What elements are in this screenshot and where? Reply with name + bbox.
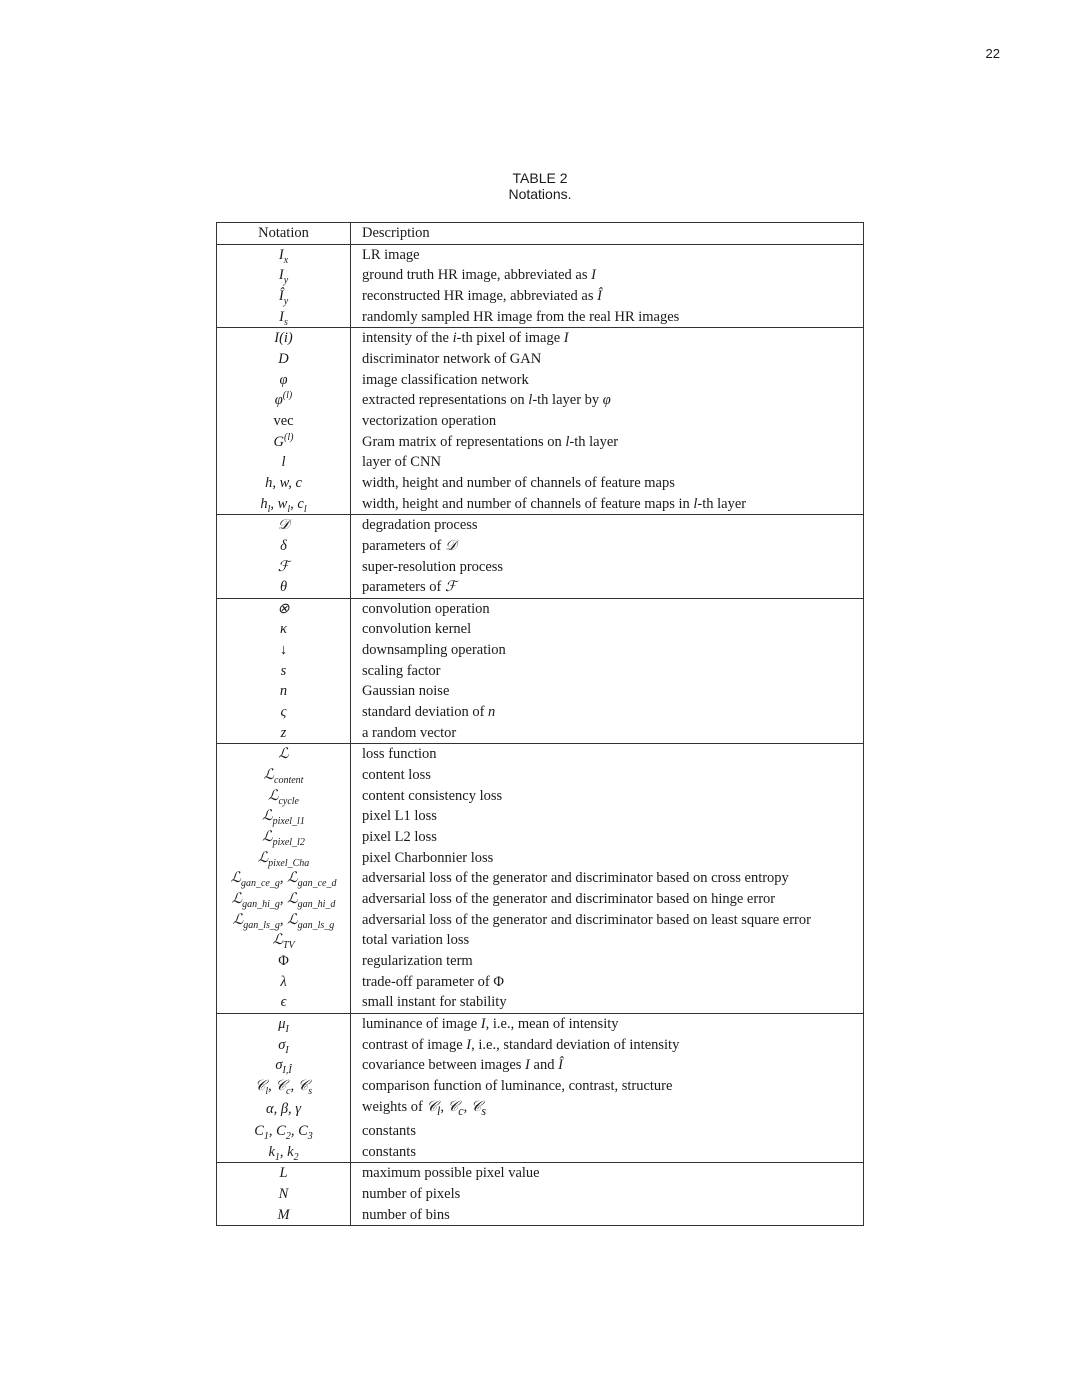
table-row bbox=[217, 390, 864, 411]
description-cell: randomly sampled HR image from the real HR images bbox=[351, 307, 864, 328]
notation-cell: ℒ$_{TV}$ bbox=[217, 930, 351, 951]
table-row bbox=[217, 411, 864, 432]
table-row bbox=[217, 910, 864, 931]
table-row bbox=[217, 619, 864, 640]
description-cell: Gaussian noise bbox=[362, 683, 450, 700]
description-cell: ground truth HR image, abbreviated as I bbox=[362, 267, 596, 284]
description-cell: super-resolution process bbox=[362, 558, 504, 575]
table-row bbox=[217, 723, 864, 744]
notation-cell: $\varphi^{(l)}$ bbox=[217, 390, 351, 411]
notation-cell: ℒ$_{content}$ bbox=[217, 765, 351, 786]
table-header-row bbox=[217, 223, 864, 245]
table-row bbox=[217, 951, 864, 972]
table-row bbox=[217, 930, 864, 951]
description-cell: vectorization operation bbox=[362, 412, 497, 429]
notation-cell: ⊗ bbox=[217, 598, 351, 619]
notation-cell: $I_x$ bbox=[217, 244, 351, 265]
description-cell: adversarial loss of the generator and discriminator based on cross entropy bbox=[362, 870, 789, 887]
description-cell: parameters of 𝒟 bbox=[362, 537, 457, 554]
table-row bbox=[217, 515, 864, 536]
description-cell: weights of 𝒞$_l$, 𝒞$_c$, 𝒞$_s$ bbox=[362, 1098, 487, 1118]
notation-cell: s bbox=[217, 661, 351, 682]
table-row bbox=[217, 328, 864, 349]
notation-cell: $h_l$, $w_l$, $c_l$ bbox=[217, 494, 351, 515]
notation-cell: $k_1$, $k_2$ bbox=[217, 1142, 351, 1163]
description-cell: constants bbox=[351, 1142, 864, 1163]
table-row bbox=[217, 702, 864, 723]
notation-cell: κ bbox=[217, 619, 351, 640]
notation-cell: h, w, c bbox=[217, 473, 351, 494]
notation-cell: α, β, γ bbox=[217, 1097, 351, 1122]
notation-cell: ↓ bbox=[217, 640, 351, 661]
description-cell: adversarial loss of the generator and discriminator based on hinge error bbox=[362, 891, 776, 907]
description-cell: small instant for stability bbox=[351, 992, 864, 1013]
description-cell: extracted representations on l-th layer by φ bbox=[362, 392, 611, 409]
notation-cell: ℱ bbox=[217, 557, 351, 578]
description-cell: maximum possible pixel value bbox=[362, 1165, 540, 1182]
table-row bbox=[217, 452, 864, 473]
table-row bbox=[217, 827, 864, 848]
table-row bbox=[217, 265, 864, 286]
notation-cell: ℒ$_{pixel\_l1}$ bbox=[217, 806, 351, 827]
header-description: Description bbox=[351, 223, 864, 245]
table-row bbox=[217, 1035, 864, 1056]
table-row bbox=[217, 244, 864, 265]
description-cell: contrast of image I, i.e., standard deviation of intensity bbox=[362, 1036, 680, 1053]
notation-cell: $I_s$ bbox=[217, 307, 351, 328]
notation-cell: vec bbox=[217, 411, 351, 432]
table-row bbox=[217, 1121, 864, 1142]
notation-cell: M bbox=[217, 1205, 351, 1226]
notation-cell: n bbox=[217, 681, 351, 702]
table-row bbox=[217, 598, 864, 619]
description-cell: a random vector bbox=[351, 723, 864, 744]
notation-cell: D bbox=[217, 349, 351, 370]
description-cell: pixel L2 loss bbox=[362, 829, 437, 846]
table-row bbox=[217, 661, 864, 682]
description-cell: adversarial loss of the generator and discriminator based on least square error bbox=[362, 911, 811, 928]
description-cell: width, height and number of channels of feature maps in l-th layer bbox=[351, 494, 864, 515]
description-cell: scaling factor bbox=[362, 662, 441, 679]
notation-cell: φ bbox=[217, 370, 351, 391]
description-cell: downsampling operation bbox=[362, 642, 506, 659]
table-row bbox=[217, 765, 864, 786]
notation-cell: δ bbox=[217, 536, 351, 557]
notation-cell: 𝒟 bbox=[217, 515, 351, 536]
notation-cell: λ bbox=[217, 972, 351, 993]
table-row bbox=[217, 370, 864, 391]
notation-cell: I(i) bbox=[217, 328, 351, 349]
description-cell: number of pixels bbox=[362, 1186, 461, 1203]
notation-cell: ℒ$_{pixel\_l2}$ bbox=[217, 827, 351, 848]
table-row bbox=[217, 972, 864, 993]
notation-cell: ℒ$_{gan\_ce\_g}$, ℒ$_{gan\_ce\_d}$ bbox=[217, 868, 351, 889]
table-row bbox=[217, 1205, 864, 1226]
description-cell: total variation loss bbox=[362, 932, 470, 949]
table-row bbox=[217, 307, 864, 328]
table-row bbox=[217, 640, 864, 661]
description-cell: image classification network bbox=[362, 371, 529, 388]
description-cell: width, height and number of channels of feature maps bbox=[362, 474, 675, 491]
notation-cell: ℒ$_{pixel\_Cha}$ bbox=[217, 848, 351, 869]
notation-cell: ℒ$_{cycle}$ bbox=[217, 786, 351, 807]
notation-cell: ℒ$_{gan\_ls\_g}$, ℒ$_{gan\_ls\_g}$ bbox=[217, 910, 351, 931]
table-body bbox=[217, 244, 864, 1226]
description-cell: discriminator network of GAN bbox=[362, 350, 542, 367]
table-row bbox=[217, 1184, 864, 1205]
description-cell: number of bins bbox=[362, 1206, 450, 1223]
notation-cell: $I_y$ bbox=[217, 265, 351, 286]
table-row bbox=[217, 1097, 864, 1122]
description-cell: layer of CNN bbox=[362, 454, 441, 471]
description-cell: covariance between images I and Î bbox=[362, 1057, 563, 1074]
table-row bbox=[217, 349, 864, 370]
table-row bbox=[217, 786, 864, 807]
notation-cell: l bbox=[217, 452, 351, 473]
notation-cell: Φ bbox=[217, 951, 351, 972]
description-cell: pixel L1 loss bbox=[362, 808, 437, 825]
table-row bbox=[217, 1013, 864, 1034]
notation-cell: ℒ$_{gan\_hi\_g}$, ℒ$_{gan\_hi\_d}$ bbox=[217, 889, 351, 910]
notation-cell: $Î_y$ bbox=[217, 286, 351, 307]
table-row bbox=[217, 1142, 864, 1163]
notation-cell: z bbox=[217, 723, 351, 744]
notation-cell: 𝒞$_l$, 𝒞$_c$, 𝒞$_s$ bbox=[217, 1076, 351, 1097]
header-notation: Notation bbox=[217, 223, 351, 245]
description-cell: content loss bbox=[362, 767, 431, 784]
notation-cell: $C_1$, $C_2$, $C_3$ bbox=[217, 1121, 351, 1142]
description-cell: comparison function of luminance, contrast, structure bbox=[362, 1077, 673, 1094]
notation-cell: ς bbox=[217, 702, 351, 723]
table-row bbox=[217, 806, 864, 827]
table-row bbox=[217, 1163, 864, 1184]
description-cell: trade-off parameter of Φ bbox=[362, 973, 504, 990]
table-row bbox=[217, 473, 864, 494]
table-row bbox=[217, 536, 864, 557]
description-cell: loss function bbox=[362, 746, 437, 763]
table-row bbox=[217, 1076, 864, 1097]
table-row bbox=[217, 868, 864, 889]
description-cell: LR image bbox=[362, 246, 420, 263]
description-cell: constants bbox=[362, 1123, 416, 1140]
page-number: 22 bbox=[985, 46, 1000, 61]
table-row bbox=[217, 577, 864, 598]
description-cell: convolution operation bbox=[362, 600, 490, 617]
table-row bbox=[217, 286, 864, 307]
description-cell: reconstructed HR image, abbreviated as Î bbox=[362, 287, 602, 304]
table-row bbox=[217, 432, 864, 453]
table-row bbox=[217, 992, 864, 1013]
description-cell: convolution kernel bbox=[362, 621, 472, 638]
description-cell: luminance of image I, i.e., mean of intensity bbox=[362, 1015, 619, 1032]
description-cell: parameters of ℱ bbox=[351, 577, 864, 598]
table-row bbox=[217, 889, 864, 910]
table-row bbox=[217, 494, 864, 515]
notation-cell: N bbox=[217, 1184, 351, 1205]
table-row bbox=[217, 681, 864, 702]
table-row bbox=[217, 744, 864, 765]
notation-cell: $\sigma_I$ bbox=[217, 1035, 351, 1056]
table-row bbox=[217, 557, 864, 578]
description-cell: content consistency loss bbox=[362, 787, 503, 804]
table-caption: Notations. bbox=[508, 186, 572, 202]
description-cell: Gram matrix of representations on l-th layer bbox=[362, 433, 619, 450]
notation-cell: θ bbox=[217, 577, 351, 598]
description-cell: pixel Charbonnier loss bbox=[362, 849, 494, 866]
notation-cell: $\mu_I$ bbox=[217, 1013, 351, 1034]
table-row bbox=[217, 848, 864, 869]
notation-cell: $\sigma_{I,Î}$ bbox=[217, 1055, 351, 1076]
description-cell: intensity of the i-th pixel of image I bbox=[362, 330, 569, 347]
description-cell: standard deviation of n bbox=[362, 704, 496, 721]
notation-table bbox=[216, 222, 864, 1226]
notation-cell: $G^{(l)}$ bbox=[217, 432, 351, 453]
notation-cell: L bbox=[217, 1163, 351, 1184]
notation-cell: ℒ bbox=[217, 744, 351, 765]
description-cell: degradation process bbox=[362, 517, 478, 534]
table-row bbox=[217, 1055, 864, 1076]
table-label: TABLE 2 bbox=[512, 170, 568, 186]
description-cell: regularization term bbox=[362, 952, 473, 969]
notation-cell: ϵ bbox=[217, 992, 351, 1013]
